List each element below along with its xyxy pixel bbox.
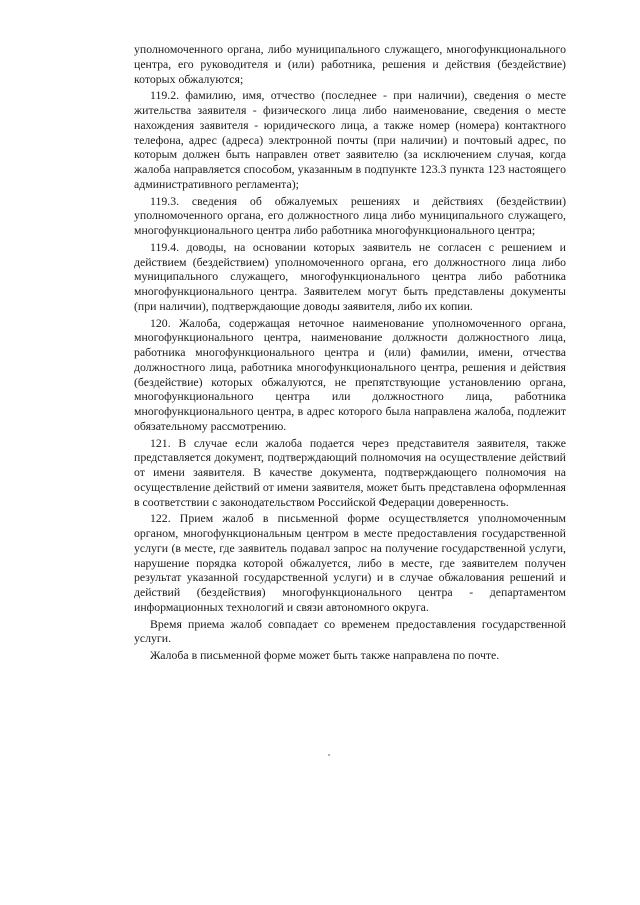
paragraph-119-3: 119.3. сведения об обжалуемых решениях и действиях (бездействии) уполномоченного органа, его должностного лица либо муниципального служащего, многофункционального центра либо работника многофункционального центра; [134,193,566,237]
paragraph-120: 120. Жалоба, содержащая неточное наименование уполномоченного органа, многофункционального центра, наименование должности должностного лица, работника многофункционального центра и (или) фамилии, имени, отчества должностного лица, работника многофункционального центра, решения и действия (бездействие) которых обжалуются, не препятствующие установлению органа, многофункционального центра или должностного лица, работника многофункционального центра, в адрес которого была направлена жалоба, подлежит обязательному рассмотрению. [134,315,566,433]
paragraph-122: 122. Прием жалоб в письменной форме осуществляется уполномоченным органом, многофункциональным центром в месте предоставления государственной услуги (в месте, где заявитель подавал запрос на получение государственной услуги, нарушение порядка которой обжалуется, либо в месте, где заявителем получен результат указанной государственной услуги) и в случае обжалования решений и действий (бездействия) многофункционального центра - департаментом информационных технологий и связи автономного округа. [134,511,566,614]
paragraph-postal-submission: Жалоба в письменной форме может быть также направлена по почте. [150,648,500,662]
paragraph-119-1-continuation: уполномоченного органа, либо муниципального служащего, многофункционального центра, его руководителя и (или) работника, решения и действия (бездействие) которых обжалуются; [134,42,566,86]
paragraph-121: 121. В случае если жалоба подается через представителя заявителя, также представляется документ, подтверждающий полномочия на осуществление действий от имени заявителя. В качестве документа, подтверждающего полномочия на осуществление действий от имени заявителя, может быть представлена оформленная в соответствии с законодательством Российской Федерации доверенность. [134,435,566,509]
scan-speck [328,754,330,756]
paragraph-119-4: 119.4. доводы, на основании которых заявитель не согласен с решением и действием (бездействием) уполномоченного органа, его должностного лица либо муниципального служащего, многофункционального центра либо работника многофункционального центра. Заявителем могут быть представлены документы (при наличии), подтверждающие доводы заявителя, либо их копии. [134,239,566,313]
document-body [134,42,566,663]
paragraph-119-2: 119.2. фамилию, имя, отчество (последнее - при наличии), сведения о месте жительства заявителя - физического лица либо наименование, сведения о месте нахождения заявителя - юридического лица, а также номер (номера) контактного телефона, адрес (адреса) электронной почты (при наличии) и почтовый адрес, по которым должен быть направлен ответ заявителю (за исключением случая, когда жалоба направляется способом, указанным в подпункте 123.3 пункта 123 настоящего административного регламента); [134,88,566,191]
paragraph-reception-time: Время приема жалоб совпадает со временем предоставления государственной услуги. [134,616,566,646]
